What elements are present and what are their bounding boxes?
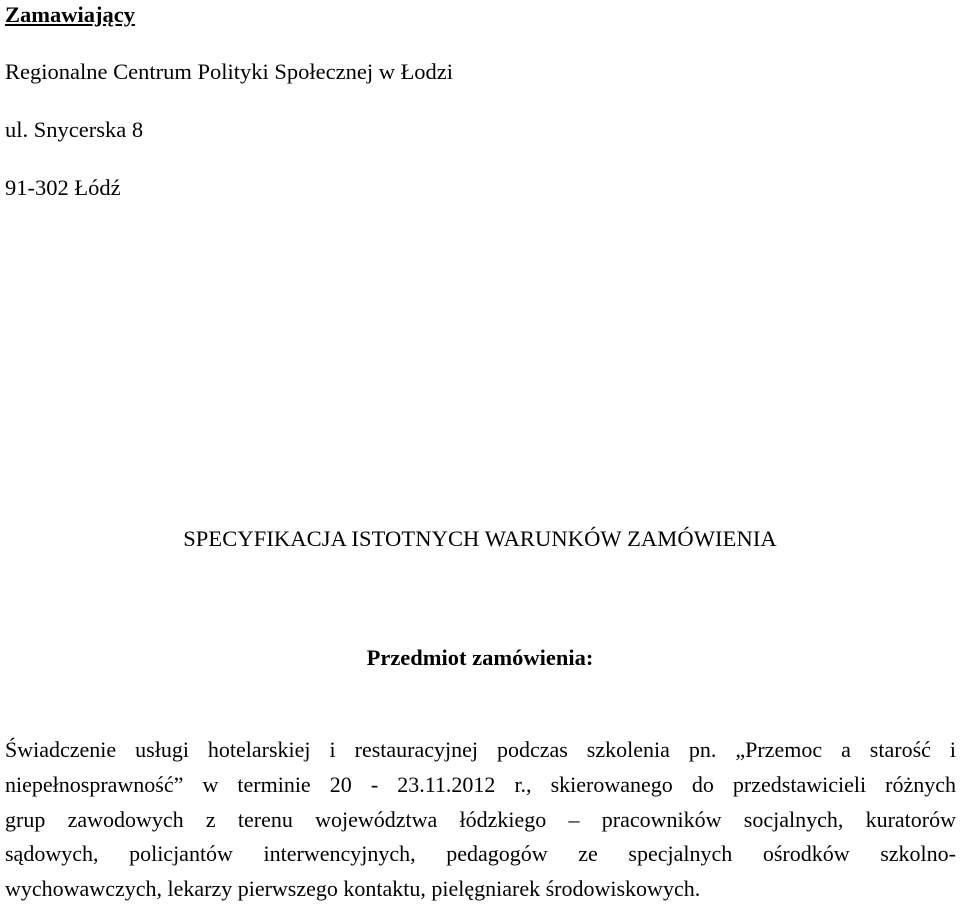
subject-line: Świadczenie usługi hotelarskiej i restauracyjnej podczas szkolenia pn. „Przemoc a starość i: [5, 737, 956, 762]
subject-line: niepełnosprawność” w terminie 20 - 23.11.2012 r., skierowanego do przedstawicieli różnych: [5, 771, 956, 797]
orderer-street: ul. Snycerska 8: [5, 117, 144, 142]
orderer-label: Zamawiający: [5, 2, 135, 27]
subject-label: Przedmiot zamówienia:: [366, 645, 594, 670]
orderer-city: 91-302 Łódź: [5, 175, 121, 200]
subject-line: sądowych, policjantów interwencyjnych, pedagogów ze specjalnych ośrodków szkolno-: [5, 841, 956, 867]
orderer-name: Regionalne Centrum Polityki Społecznej w Łodzi: [5, 59, 454, 84]
document-title: SPECYFIKACJA ISTOTNYCH WARUNKÓW ZAMÓWIENIA: [183, 526, 777, 551]
subject-line: grup zawodowych z terenu województwa łódzkiego – pracowników socjalnych, kuratorów: [5, 806, 956, 832]
subject-line: wychowawczych, lekarzy pierwszego kontaktu, pielęgniarek środowiskowych.: [5, 876, 701, 902]
subject-paragraph: [5, 733, 956, 907]
